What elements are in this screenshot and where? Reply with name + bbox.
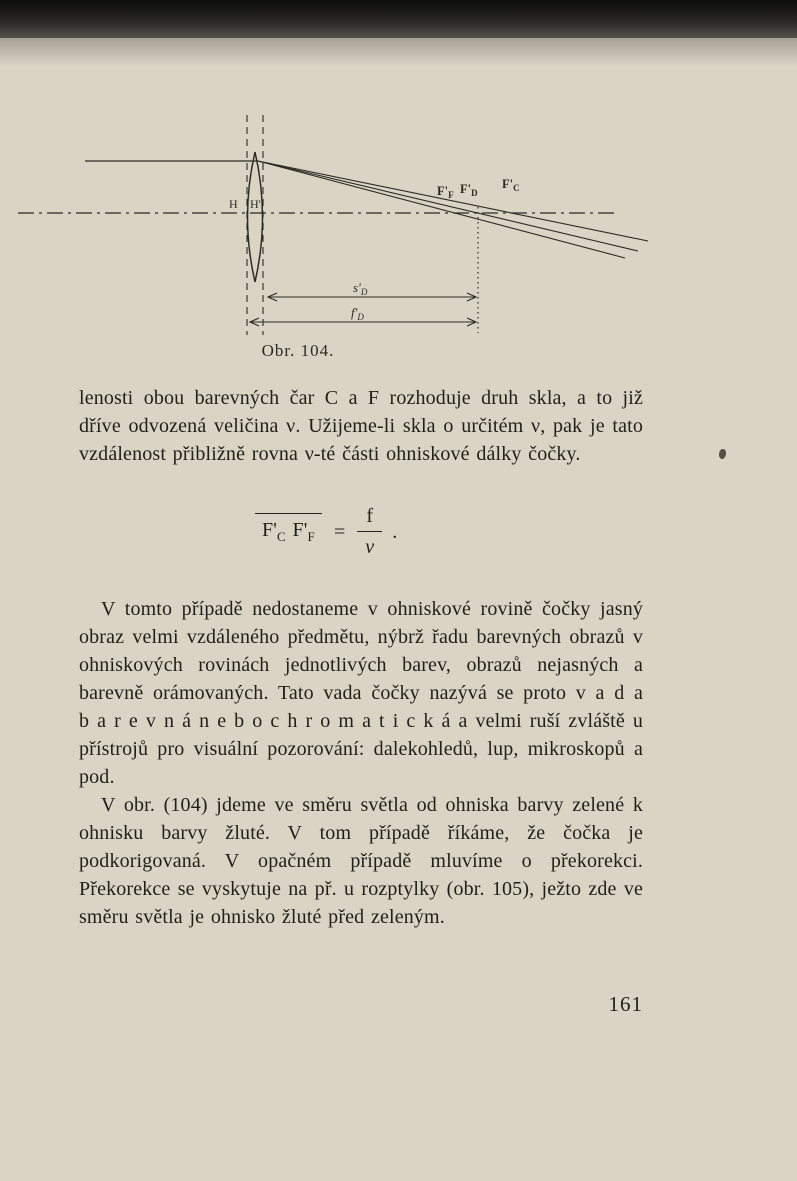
principal-point-h-prime-label: H' — [250, 197, 261, 211]
focal-point-f-label: $F'_F$ — [437, 184, 454, 200]
fraction — [357, 502, 382, 561]
focal-point-d-label: $F'_D$ — [460, 182, 478, 198]
scan-top-band — [0, 0, 797, 38]
chromatic-focal-distance-formula — [255, 502, 643, 561]
paragraph-2: V tomto případě nedostaneme v ohniskové rovině čočky jasný obraz velmi vzdáleného předmětu, nýbrž řadu barevných obrazů v ohniskových rovinách jednotlivých barev, obrazů nejasných a barevně orámovaných. Tato vada čočky nazývá se proto v a d a b a r e v n á n e b o c h r o m a t i c k á a velmi ruší zvláště u přístrojů pro visuální pozorování: dalekohledů, lup, mikroskopů a pod. — [79, 598, 643, 788]
focal-length-label: $f'_D$ — [351, 305, 364, 322]
lens-outline — [248, 152, 263, 282]
fraction-numerator: f — [357, 502, 382, 532]
principal-point-h-label: H — [229, 197, 238, 211]
body-text — [79, 384, 643, 931]
figure-caption: Obr. 104. — [261, 341, 335, 360]
page-number: 161 — [608, 992, 643, 1016]
equals-sign: = — [333, 520, 346, 543]
refracted-ray-f-line — [258, 161, 625, 258]
scan-top-shadow — [0, 38, 797, 66]
refracted-ray-c-line — [258, 161, 648, 241]
fraction-denominator: ν — [365, 536, 375, 558]
formula-period: . — [392, 520, 398, 543]
optical-diagram — [0, 95, 797, 380]
focal-point-c-label: $F'_C$ — [502, 177, 520, 193]
paragraph-1: lenosti obou barevných čar C a F rozhoduje druh skla, a to již dříve odvozená veličina ν. Užijeme-li skla o určitém ν, pak je tato vzdálenost přibližně rovna ν-té části ohniskové dálky čočky. — [79, 387, 643, 465]
segment-overline: $F'_C$ $F'_F$ — [255, 513, 322, 551]
paragraph-3: V obr. (104) jdeme ve směru světla od ohniska barvy zelené k ohnisku barvy žluté. V tom případě říkáme, že čočka je podkorigovaná. V opačném případě mluvíme o překorekci. Překorekce se vyskytuje na př. u rozptylky (obr. 105), ježto zde ve směru světla je ohnisko žluté před zeleným. — [79, 794, 643, 928]
image-distance-label: $s'_D$ — [353, 280, 368, 297]
refracted-ray-d-line — [258, 161, 638, 251]
ink-speck — [719, 449, 726, 459]
